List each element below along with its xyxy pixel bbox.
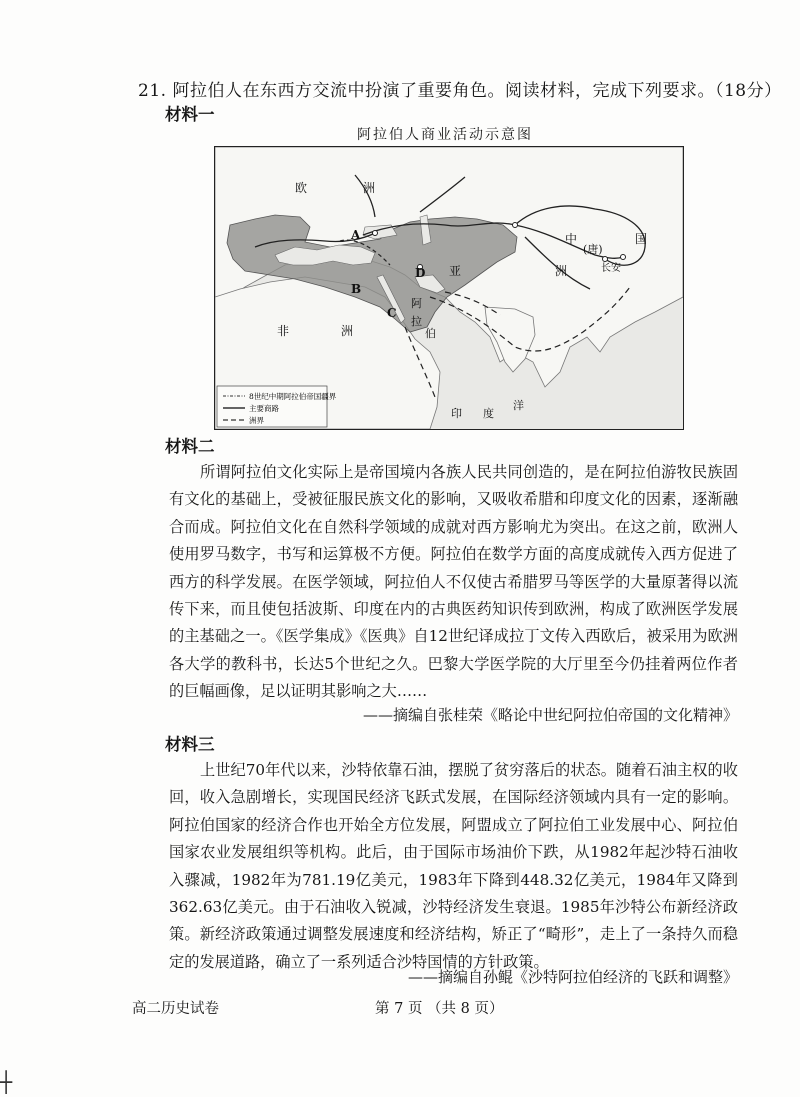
map-label-indian-2: 度 [483,407,494,420]
map-label-europe-2: 洲 [363,181,376,195]
map-label-asia-1: 亚 [449,264,462,278]
material2-text: 所谓阿拉伯文化实际上是帝国境内各族人民共同创造的，是在阿拉伯游牧民族固有文化的基础上，受被征服民族文化的影响，又吸收希腊和印度文化的因素，逐渐融合而成。阿拉伯文化在自然科学领域的成就对西方影响尤为突出。在这之前，欧洲人使用罗马数字，书写和运算极不方便。阿拉伯在数学方面的高度成就传入西方促进了西方的科学发展。在医学领域，阿拉伯人不仅使古希腊罗马等医学的大量原著得以流传下来，而且使包括波斯、印度在内的古典医药知识传到欧洲，构成了欧洲医学发展的主基础之一。《医学集成》《医典》自12世纪译成拉丁文传入西欧后，被采用为欧洲各大学的教科书，长达5个世纪之久。巴黎大学医学院的大厅里至今仍挂着两位作者的巨幅画像，足以证明其影响之大…… [169,463,738,701]
material3-text: 上世纪70年代以来，沙特依靠石油，摆脱了贫穷落后的状态。随着石油主权的收回，收入急剧增长，实现国民经济飞跃式发展，在国际经济领域内具有一定的影响。阿拉伯国家的经济合作也开始全方位发展，阿盟成立了阿拉伯工业发展中心、阿拉伯国家农业发展组织等机构。此后，由于国际市场油价下跌，从1982年起沙特石油收入骤减，1982年为781.19亿美元，1983年下降到448.32亿美元，1984年又降到362.63亿美元。由于石油收入锐减，沙特经济发生衰退。1985年沙特公布新经济政策。新经济政策通过调整发展速度和经济结构，矫正了“畸形”，走上了一条持久而稳定的发展道路，确立了一系列适合沙特国情的方针政策。 [169,761,738,971]
map-label-indian-3: 洋 [513,399,524,412]
question-text: 阿拉伯人在东西方交流中扮演了重要角色。阅读材料，完成下列要求。（18分） [172,81,782,101]
arab-trade-map [214,146,684,430]
map-point-d: D [415,266,426,280]
map-label-europe-1: 欧 [295,181,308,195]
map-point-b: B [351,282,362,296]
material3-label: 材料三 [165,735,215,754]
legend-empire-boundary: 8世纪中期阿拉伯帝国疆界 [249,392,337,401]
material2-source: ——摘编自张桂荣《略论中世纪阿拉伯帝国的文化精神》 [362,706,738,724]
map-label-indian-1: 印 [451,407,462,420]
map-label-africa-2: 洲 [341,324,354,338]
material3-source: ——摘编自孙鲲《沙特阿拉伯经济的飞跃和调整》 [407,968,738,986]
question-number: 21. [138,81,167,101]
map-title: 阿拉伯人商业活动示意图 [357,127,533,143]
material1-label: 材料一 [165,105,215,124]
map-label-changan: 长安 [601,263,621,274]
map-legend [217,386,337,427]
material2-label: 材料二 [165,437,215,456]
map-label-arab-2: 拉 [411,315,422,328]
map-label-tang: (唐) [583,243,603,256]
map-label-china-2: 国 [635,232,648,246]
legend-trade-route: 主要商路 [249,404,279,413]
footer-page-number: 第 7 页 （共 8 页） [375,1001,504,1017]
question-header [138,76,782,101]
map-label-africa-1: 非 [277,324,290,338]
map-point-c: C [387,306,397,320]
footer-exam-name: 高二历史试卷 [132,1001,219,1017]
map-label-arab-1: 阿 [411,297,422,310]
crosshair-mark: ┼ [0,1070,13,1094]
map-label-arab-3: 伯 [425,327,436,340]
map-label-asia-2: 洲 [555,264,568,278]
map-label-china-1: 中 [565,232,578,246]
legend-continent-line: 洲界 [249,416,264,425]
map-point-a: A [351,228,361,242]
